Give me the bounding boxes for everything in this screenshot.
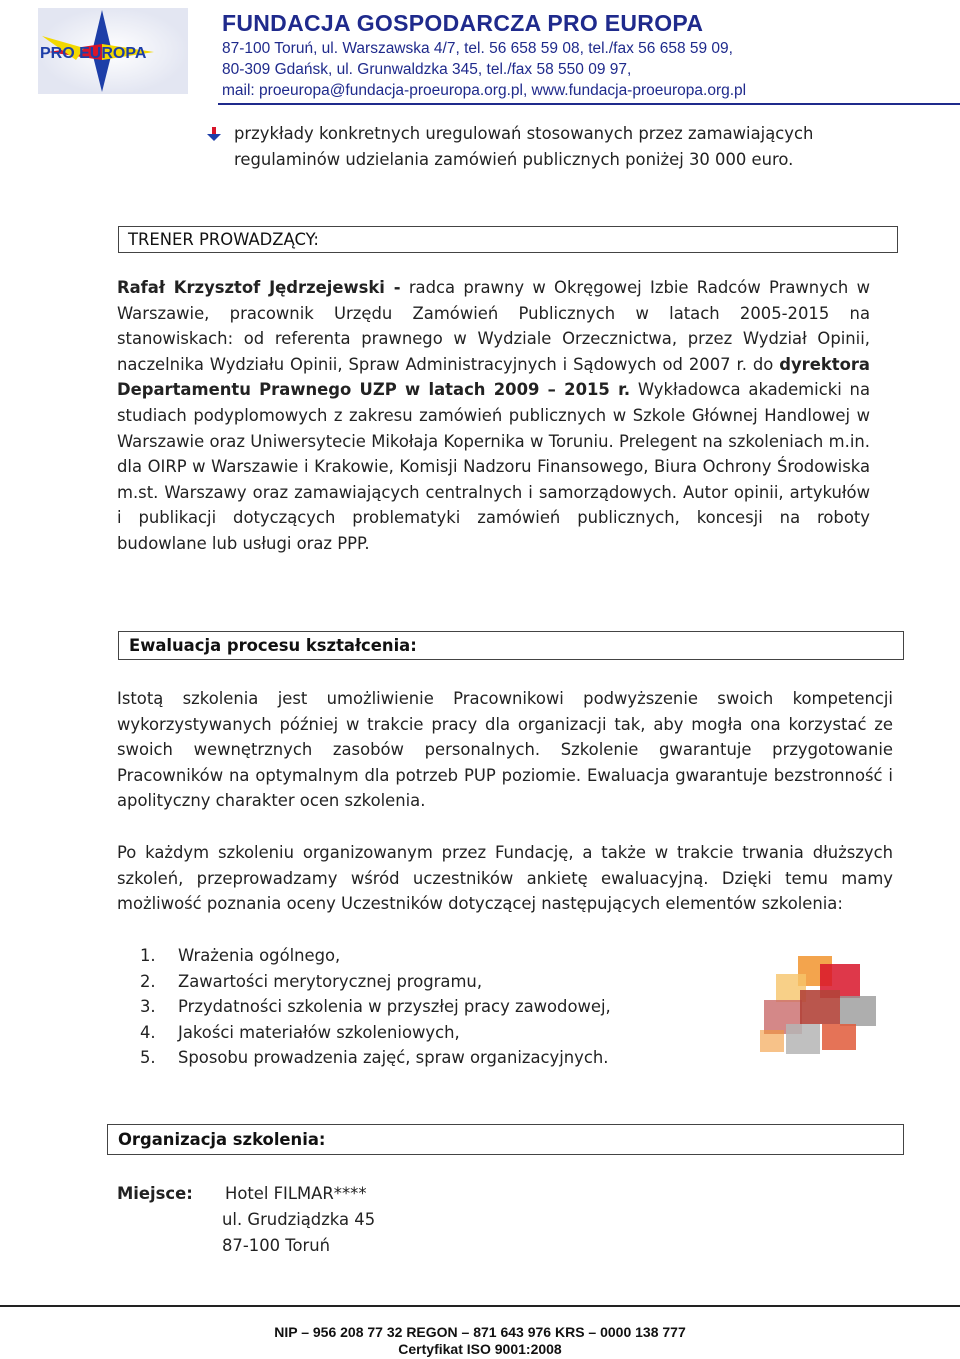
trainer-bio <box>117 275 870 557</box>
evaluation-heading: Ewaluacja procesu kształcenia: <box>129 636 417 655</box>
bullet-text <box>234 121 914 172</box>
organization-name: FUNDACJA GOSPODARCZA PRO EUROPA <box>222 10 704 36</box>
trainer-name: Rafał Krzysztof Jędrzejewski - <box>117 278 401 297</box>
bullet-arrow-icon <box>206 126 222 146</box>
address-gdansk: 80-309 Gdańsk, ul. Grunwaldzka 345, tel./fax 58 550 09 97, <box>222 61 632 78</box>
evaluation-paragraph-1: Istotą szkolenia jest umożliwienie Pracownikowi podwyższenie swoich kompetencji wykorzystywanych później w trakcie pracy dla organizacji tak, aby mogła ona korzystać ze swoich wewnętrznych zasobów personalnych. Szkolenie gwarantuje przygotowanie Pracowników na optymalnym dla potrzeb PUP poziomie. Ewaluacja gwarantuje bezstronność i apolityczny charakter ocen szkolenia. <box>117 689 893 811</box>
list-item: 3. Przydatności szkolenia w przyszłej pracy zawodowej, <box>140 997 611 1017</box>
trainer-heading-box <box>118 226 898 253</box>
organization-heading-box <box>107 1124 904 1155</box>
trainer-bio-bold: dyrektora Departamentu Prawnego UZP w latach 2009 – 2015 r. <box>117 354 870 400</box>
evaluation-heading-box <box>118 631 904 660</box>
footer-certificate: Certyfikat ISO 9001:2008 <box>398 1341 562 1357</box>
place-label: Miejsce: <box>117 1184 193 1203</box>
organization-heading: Organizacja szkolenia: <box>118 1130 326 1149</box>
header-divider <box>218 103 960 105</box>
list-item: 2. Zawartości merytorycznej programu, <box>140 971 483 991</box>
address-torun: 87-100 Toruń, ul. Warszawska 4/7, tel. 56 658 59 08, tel./fax 56 658 59 09, <box>222 40 733 57</box>
trainer-bio-text-1: radca prawny w Okręgowej Izbie Radców Prawnych w Warszawie, pracownik Urzędu Zamówień Publicznych w latach 2005-2015 na stanowiskach: od referenta prawnego w Wydziale Orzecznictwa, przez Wydział Opinii, naczelnika Wydziału Opinii, Spraw Administracyjnych i Sądowych od 2007 r. do <box>117 278 870 374</box>
list-item: 1. Wrażenia ogólnego, <box>140 946 341 965</box>
list-item: 5. Sposobu prowadzenia zajęć, spraw organizacyjnych. <box>140 1048 609 1068</box>
place-hotel: Hotel FILMAR**** <box>225 1184 367 1203</box>
list-item: 4. Jakości materiałów szkoleniowych, <box>140 1022 460 1042</box>
bullet-line-1: przykłady konkretnych uregulowań stosowanych przez zamawiających <box>234 124 814 143</box>
decorative-cubes-image <box>756 954 882 1060</box>
trainer-heading: TRENER PROWADZĄCY: <box>128 230 319 249</box>
place-city: 87-100 Toruń <box>222 1236 331 1255</box>
footer-registration: NIP – 956 208 77 32 REGON – 871 643 976 KRS – 0000 138 777 <box>274 1324 686 1340</box>
contact-email-www: mail: proeuropa@fundacja-proeuropa.org.pl, www.fundacja-proeuropa.org.pl <box>222 82 747 99</box>
place-street: ul. Grudziądzka 45 <box>222 1210 376 1229</box>
evaluation-paragraph-2: Po każdym szkoleniu organizowanym przez Fundację, a także w trakcie trwania dłuższych szkoleń, przeprowadzamy wśród uczestników ankietę ewaluacyjną. Dzięki temu mamy możliwość poznania oceny Uczestników dotyczącej następujących elementów szkolenia: <box>117 843 893 914</box>
bullet-line-2: regulaminów udzielania zamówień publicznych poniżej 30 000 euro. <box>234 149 794 169</box>
footer-divider <box>0 1305 960 1307</box>
logo-text: PRO EUROPA <box>40 45 147 62</box>
evaluation-elements-list <box>140 943 740 1071</box>
trainer-bio-text-2: Wykładowca akademicki na studiach podyplomowych z zakresu zamówień publicznych w Szkole Głównej Handlowej w Warszawie oraz Uniwersytecie Mikołaja Kopernika w Toruniu. Prelegent na szkoleniach m.in. dla OIRP w Warszawie i Krakowie, Komisji Nadzoru Finansowego, Biura Ochrony Środowiska m.st. Warszawy oraz zamawiających centralnych i samorządowych. Autor opinii, artykułów i publikacji dotyczących problematyki zamówień publicznych, koncesji na roboty budowlane lub usługi oraz PPP. <box>117 380 870 553</box>
pro-europa-logo <box>36 6 196 98</box>
